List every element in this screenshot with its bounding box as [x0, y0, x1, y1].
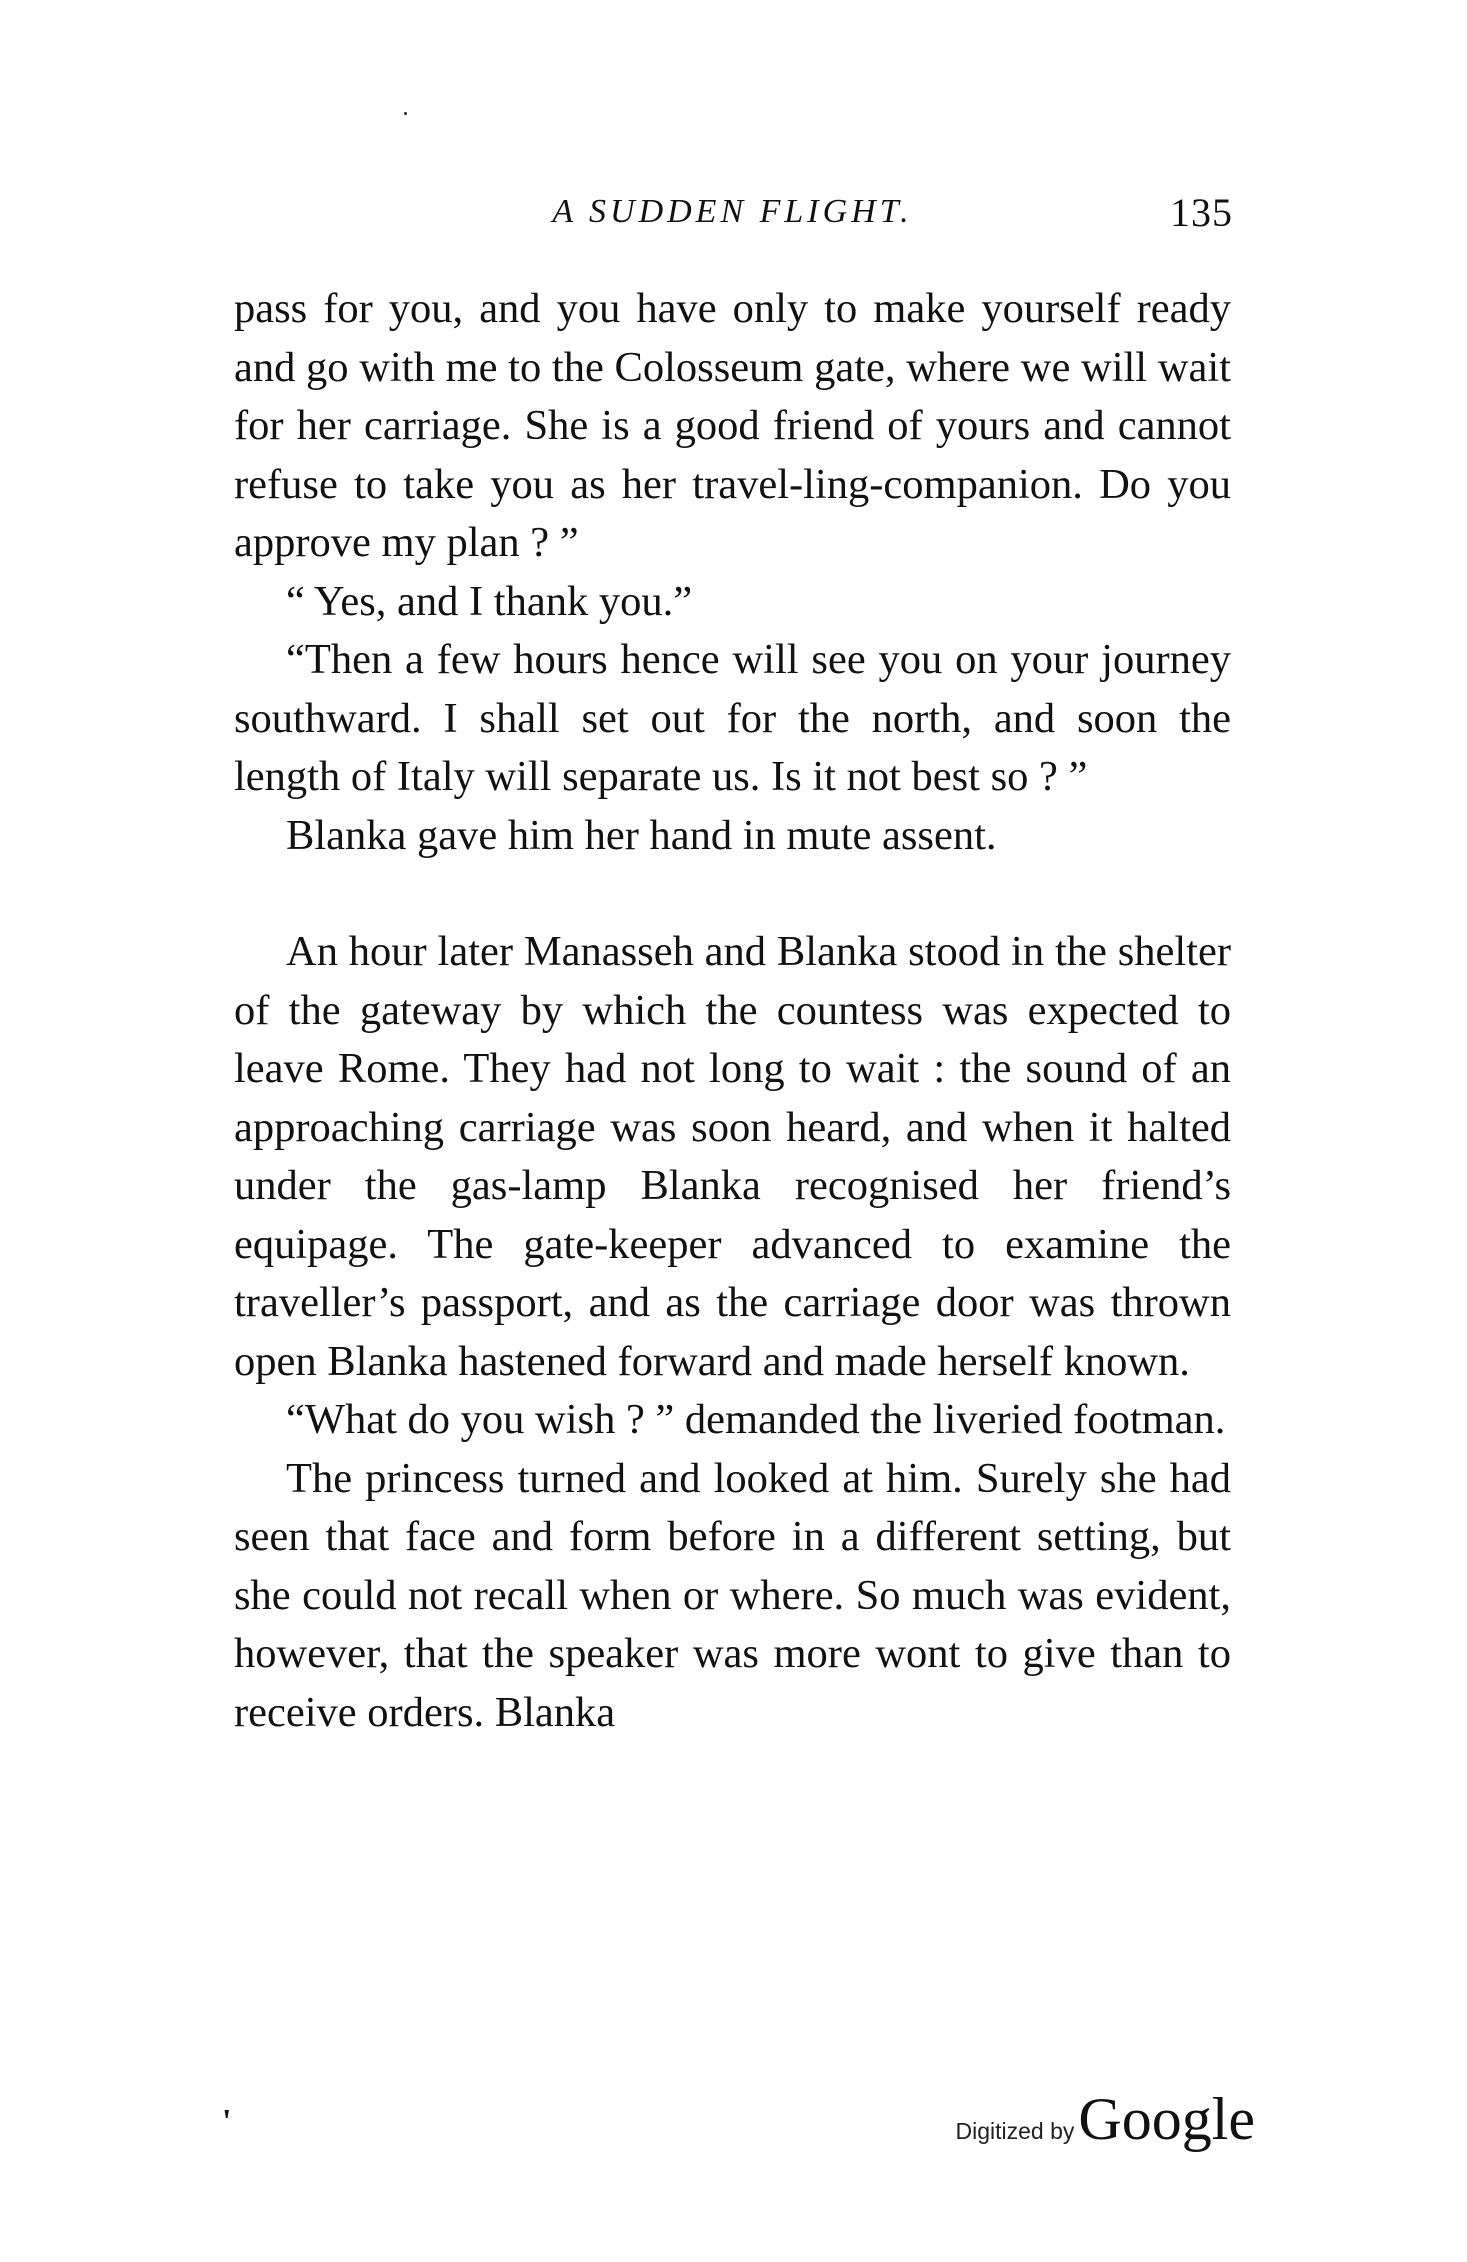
paragraph-2: “ Yes, and I thank you.” [286, 577, 693, 625]
page-footer [0, 2085, 1467, 2175]
paragraph-4: Blanka gave him her hand in mute assent. [286, 811, 997, 859]
body-text [234, 280, 1231, 1742]
paragraph-1: pass for you, and you have only to make yourself ready and go with me to the Colosseum gate, where we will wait for her carriage. She is a good friend of yours and cannot refuse to take you as her travel-ling-companion. Do you approve my plan ? ” [234, 285, 1231, 566]
signature-mark: ' [222, 2103, 232, 2140]
stray-ink-dot [404, 112, 407, 115]
paragraph-6: “What do you wish ? ” demanded the liveried footman. [286, 1396, 1226, 1443]
running-head [232, 185, 1233, 235]
digitized-label: Digitized by [955, 2118, 1075, 2144]
paragraph-7: The princess turned and looked at him. Surely she had seen that face and form before in a different setting, but she could not recall when or where. So much was evident, however, that the speaker was more wont to give than to receive orders. Blanka [234, 1454, 1231, 1736]
page-number: 135 [1170, 190, 1233, 235]
running-title: A SUDDEN FLIGHT. [552, 193, 913, 230]
paragraph-3: “Then a few hours hence will see you on your journey southward. I shall set out for the north, and soon the length of Italy will separate us. Is it not best so ? ” [234, 636, 1231, 800]
google-logo: Google [1078, 2086, 1255, 2152]
digitized-by-watermark [955, 2085, 1255, 2154]
paragraph-5: An hour later Manasseh and Blanka stood in the shelter of the gateway by which the countess was expected to leave Rome. They had not long to wait : the sound of an approaching carriage was soon heard, and when it halted under the gas-lamp Blanka recognised her friend’s equipage. The gate-keeper advanced to examine the traveller’s passport, and as the carriage door was thrown open Blanka hastened forward and made herself known. [234, 928, 1231, 1385]
